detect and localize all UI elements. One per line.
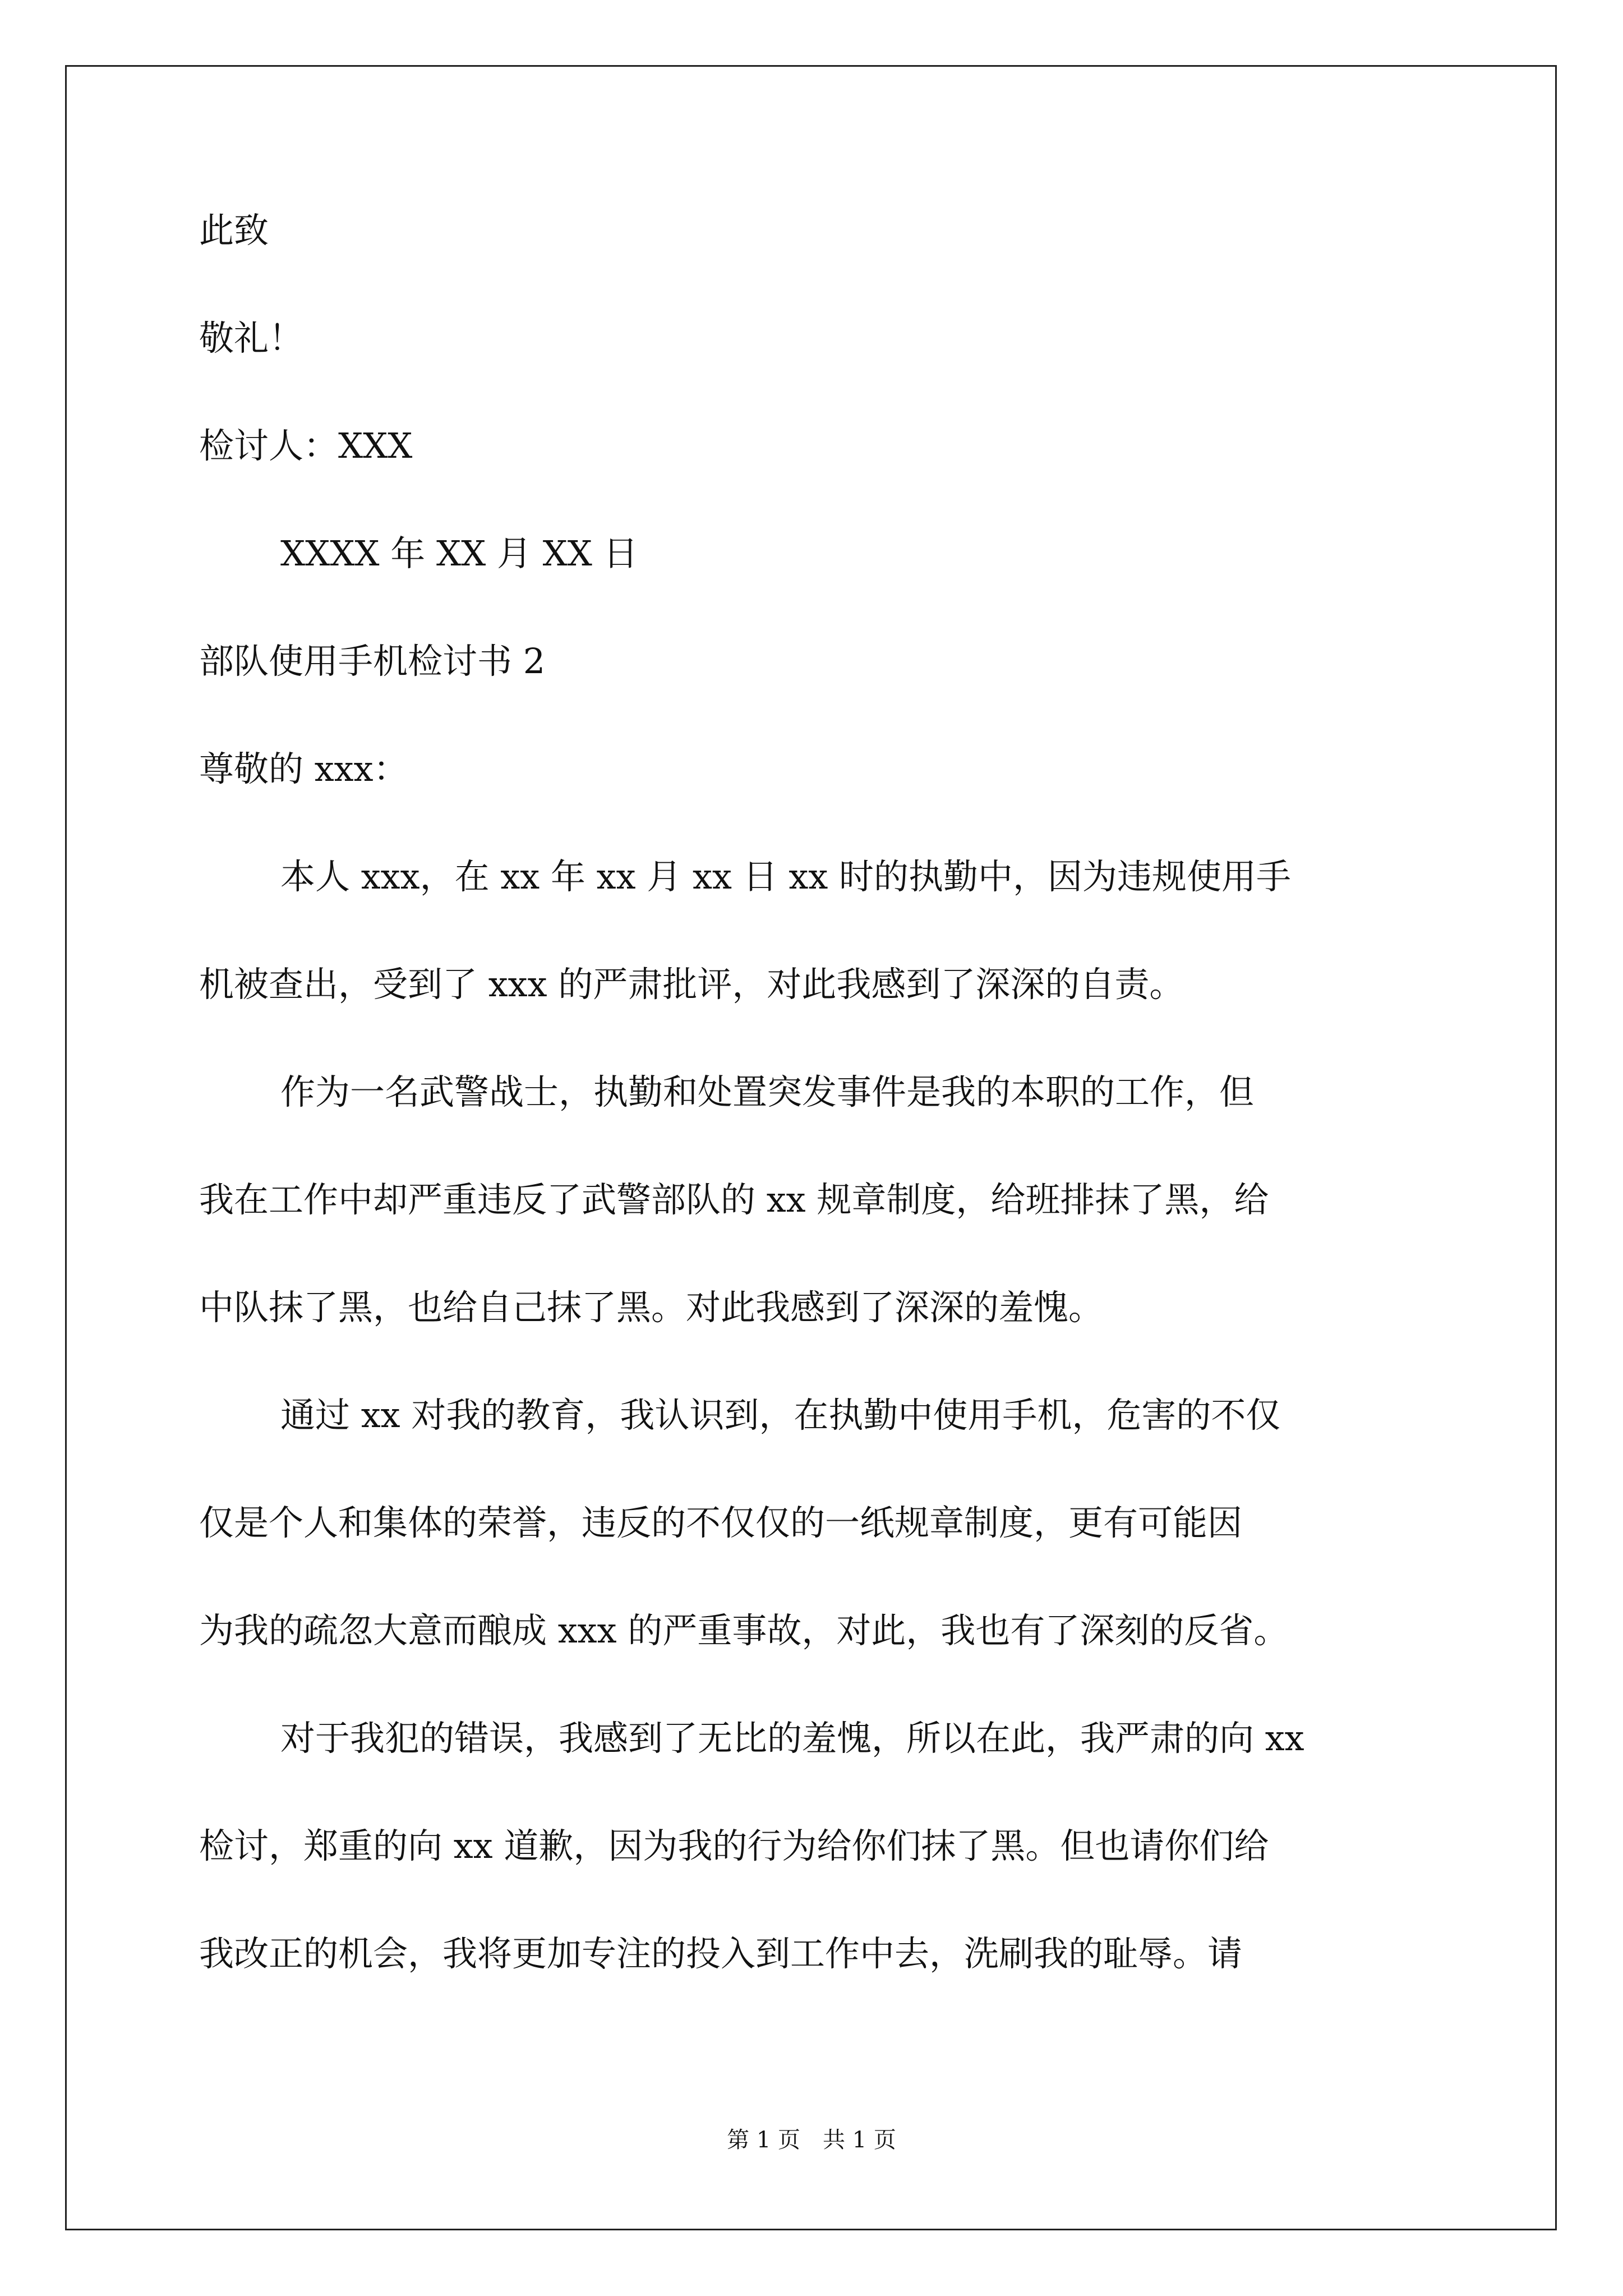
paragraph-line: 本人 xxx，在 xx 年 xx 月 xx 日 xx 时的执勤中，因为违规使用手 — [280, 856, 1291, 897]
paragraph-line: 机被查出，受到了 xxx 的严肃批评，对此我感到了深深的自责。 — [199, 964, 1184, 1005]
paragraph-line: 我改正的机会，我将更加专注的投入到工作中去，洗刷我的耻辱。请 — [199, 1933, 1243, 1974]
paragraph-line: 为我的疏忽大意而酿成 xxx 的严重事故，对此，我也有了深刻的反省。 — [199, 1610, 1289, 1651]
greeting-line: 尊敬的 xxx： — [199, 748, 408, 789]
document-body — [199, 210, 1433, 2044]
paragraph-line: 我在工作中却严重违反了武警部队的 xx 规章制度，给班排抹了黑，给 — [199, 1179, 1269, 1220]
paragraph-line: 作为一名武警战士，执勤和处置突发事件是我的本职的工作，但 — [280, 1071, 1255, 1112]
date-line: XXXX 年 XX 月 XX 日 — [280, 533, 638, 574]
paragraph-line: 仅是个人和集体的荣誉，违反的不仅仅的一纸规章制度，更有可能因 — [199, 1502, 1243, 1543]
paragraph-line: 中队抹了黑，也给自己抹了黑。对此我感到了深深的羞愧。 — [199, 1287, 1104, 1328]
section-title: 部队使用手机检讨书 2 — [199, 641, 546, 682]
paragraph-line: 对于我犯的错误，我感到了无比的羞愧，所以在此，我严肃的向 xx — [280, 1718, 1304, 1759]
page-number-footer: 第 1 页 共 1 页 — [727, 2127, 896, 2153]
salutation-line: 敬礼！ — [199, 318, 304, 358]
paragraph-line: 检讨，郑重的向 xx 道歉，因为我的行为给你们抹了黑。但也请你们给 — [199, 1825, 1269, 1866]
signature-line: 检讨人：XXX — [199, 425, 413, 466]
closing-line: 此致 — [199, 210, 269, 251]
paragraph-line: 通过 xx 对我的教育，我认识到，在执勤中使用手机，危害的不仅 — [280, 1395, 1281, 1435]
